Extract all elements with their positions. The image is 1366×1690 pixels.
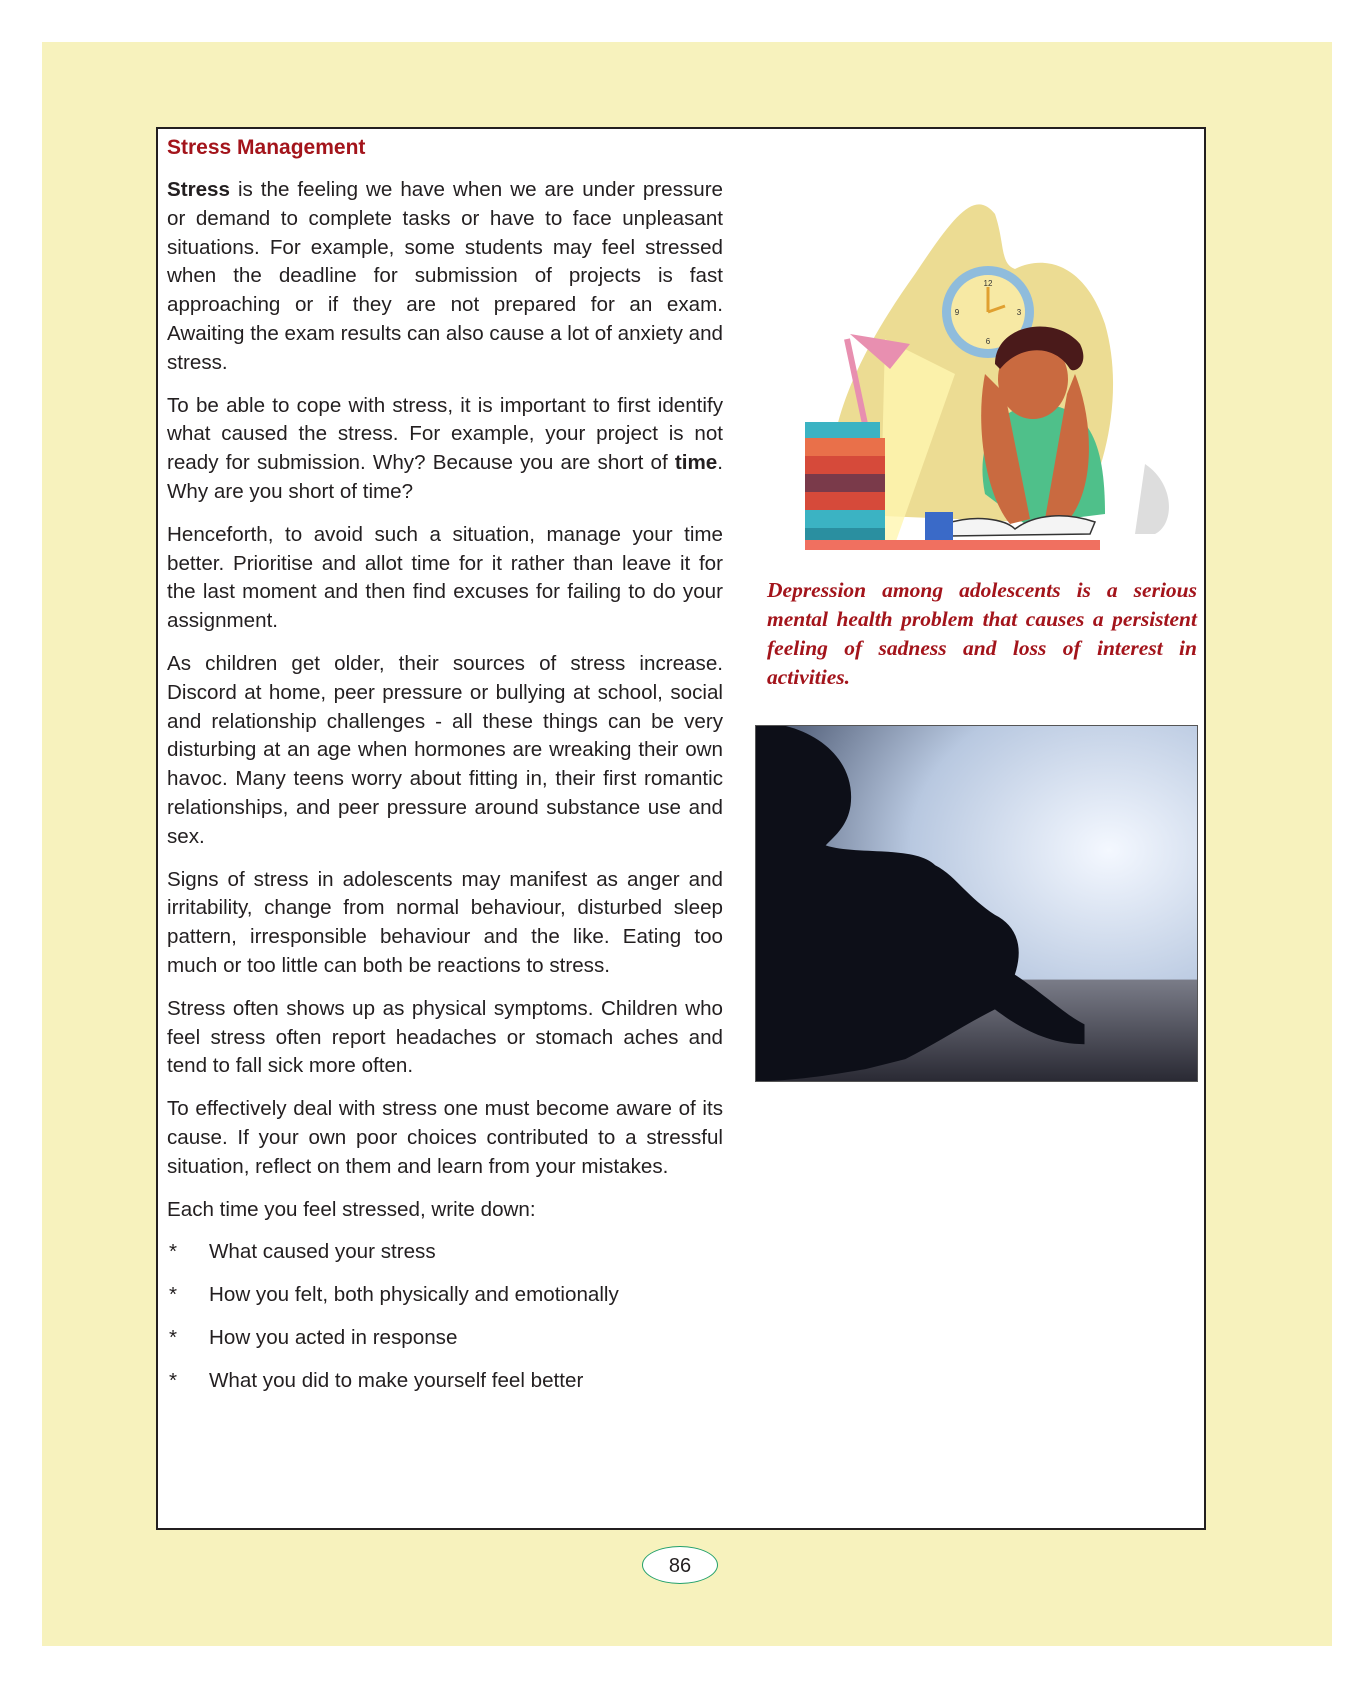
list-item-text: What you did to make yourself feel better	[209, 1368, 584, 1392]
paragraph-write-down: Each time you feel stressed, write down:	[167, 1197, 536, 1221]
sad-teen-photo	[755, 725, 1198, 1082]
list-item	[167, 1367, 723, 1396]
page-number: 86	[642, 1546, 718, 1584]
list-item	[167, 1324, 723, 1353]
text-column	[167, 134, 723, 1409]
paragraph-deal: To effectively deal with stress one must become aware of its cause. If your own poor choices contributed to a stressful situation, reflect on them and learn from your mistakes.	[167, 1097, 723, 1178]
paragraph-physical: Stress often shows up as physical symptoms. Children who feel stress often report headaches or stomach aches and tend to fall sick more often.	[167, 996, 723, 1078]
bullet-list	[167, 1238, 723, 1395]
clock-number: 3	[1016, 308, 1022, 317]
clock-number: 9	[954, 308, 960, 317]
list-item-text: How you felt, both physically and emotionally	[209, 1283, 619, 1307]
bullet-marker: *	[169, 1368, 178, 1392]
paragraph-signs: Signs of stress in adolescents may manifest as anger and irritability, change from normal behaviour, disturbed sleep pattern, irresponsible behaviour and the like. Eating too much or too little can both be reactions to stress.	[167, 867, 723, 977]
list-item	[167, 1238, 723, 1267]
bold-term: time	[674, 451, 718, 475]
books-stack-icon	[805, 422, 885, 548]
bullet-marker: *	[169, 1283, 178, 1307]
list-item-text: What caused your stress	[209, 1240, 436, 1264]
paragraph-sources: As children get older, their sources of stress increase. Discord at home, peer pressure or bullying at school, social and relationship challenges - all these things can be very disturbing at an age when hormones are wreaking their own havoc. Many teens worry about fitting in, their first romantic relationships, and peer pressure around substance use and sex.	[167, 651, 723, 848]
list-item-text: How you acted in response	[209, 1325, 458, 1349]
paragraph-cope	[167, 392, 723, 507]
paragraph-text: is the feeling we have when we are under pressure or demand to complete tasks or have to face unpleasant situations. For example, some students may feel stressed when the deadline for submission of projects is fast approaching or if they are not prepared for an exam. Awaiting the exam results can also cause a lot of anxiety and stress.	[167, 178, 723, 374]
bold-term: Stress	[167, 178, 230, 201]
paragraph-henceforth: Henceforth, to avoid such a situation, manage your time better. Prioritise and allot time for it rather than leave it for the last moment and then find excuses for failing to do your assignment.	[167, 522, 723, 633]
list-item	[167, 1281, 723, 1310]
paragraph-text: . Why are you short of time?	[167, 451, 723, 503]
stressed-student-illustration	[805, 194, 1193, 572]
paragraph-text: To be able to cope with stress, it is important to first identify what caused the stress. For example, your project is not ready for submission. Why? Because you are short of	[167, 393, 723, 475]
bullet-marker: *	[169, 1325, 178, 1349]
section-heading: Stress Management	[167, 136, 366, 159]
paragraph-stress-definition	[167, 176, 723, 378]
bullet-marker: *	[169, 1240, 178, 1264]
clock-number: 6	[985, 337, 991, 346]
image-caption: Depression among adolescents is a serious mental health problem that causes a persistent feeling of sadness and loss of interest in activities.	[767, 578, 1197, 689]
clock-number: 12	[983, 279, 993, 288]
